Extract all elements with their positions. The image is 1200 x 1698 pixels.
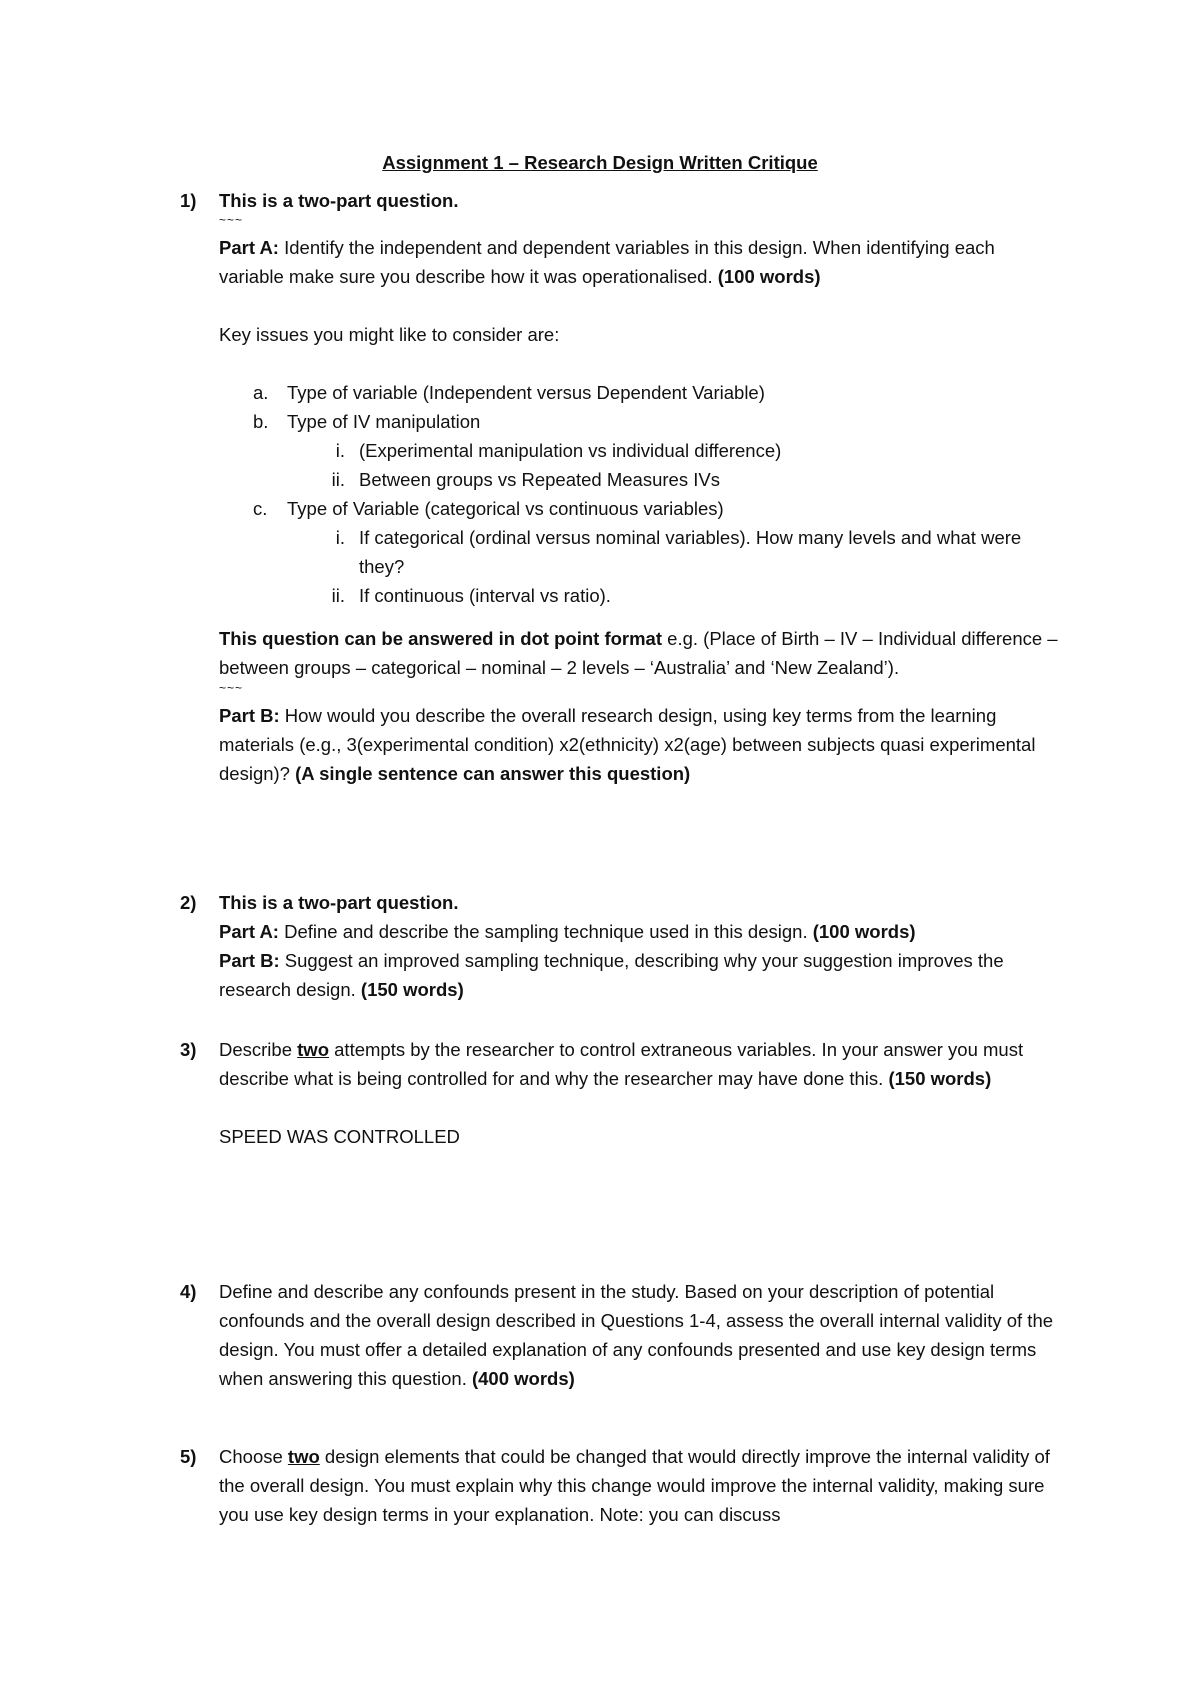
question-text: Describe two attempts by the researcher to control extraneous variables. In your answer you must describe what is being controlled for and why the researcher may have done this. (150 words)	[219, 1039, 1024, 1089]
list-item: i. If categorical (ordinal versus nominal variables). How many levels and what were they?	[335, 527, 1022, 577]
list-item: ii. Between groups vs Repeated Measures IVs	[331, 469, 720, 490]
question-3	[180, 1035, 1060, 1151]
list-item: i. (Experimental manipulation vs individual difference)	[335, 440, 782, 461]
list-item: ii. If continuous (interval vs ratio).	[331, 585, 611, 606]
question-heading: This is a two-part question.	[219, 892, 459, 913]
part-a-label: Part A:	[219, 237, 279, 258]
part-a-text: Identify the independent and dependent variables in this design. When identifying each variable make sure you describe how it was operationalised.	[219, 237, 995, 287]
question-number: 5)	[180, 1446, 197, 1467]
part-b-text: How would you describe the overall research design, using key terms from the learning materials (e.g., 3(experimental condition) x2(ethnicity) x2(age) between subjects quasi experimental design)?	[219, 705, 1036, 784]
part-a-text: Define and describe the sampling technique used in this design.	[278, 921, 813, 942]
word-count: (100 words)	[717, 266, 821, 287]
part-b-label: Part B:	[219, 705, 280, 726]
question-number: 3)	[180, 1039, 197, 1060]
consider-text: Key issues you might like to consider are:	[219, 324, 560, 345]
part-a-paragraph	[219, 917, 1060, 946]
part-a-label: Part A:	[219, 921, 279, 942]
separator-tilde: ~~~	[219, 213, 244, 227]
part-b-label: Part B:	[219, 950, 280, 971]
question-4	[180, 1277, 1060, 1393]
part-b-paragraph	[219, 701, 1060, 788]
dot-point-bold: This question can be answered in dot point format	[219, 628, 663, 649]
answer-note: SPEED WAS CONTROLLED	[219, 1126, 460, 1147]
question-1	[180, 186, 1060, 788]
question-text: Define and describe any confounds present in the study. Based on your description of potential confounds and the overall design described in Questions 1-4, assess the overall internal validity of the design. You must offer a detailed explanation of any confounds presented and use key design terms when answering this question. (400 words)	[219, 1281, 1054, 1389]
list-item: a. Type of variable (Independent versus Dependent Variable)	[253, 382, 765, 403]
question-heading: This is a two-part question.	[219, 190, 459, 211]
question-number: 1)	[180, 190, 197, 211]
part-b-text: Suggest an improved sampling technique, describing why your suggestion improves the research design.	[219, 950, 1004, 1000]
word-count: (A single sentence can answer this question)	[295, 763, 691, 784]
part-b-paragraph	[219, 946, 1060, 1004]
issue-list	[219, 378, 1060, 610]
part-a-paragraph	[219, 233, 1060, 291]
question-text: Choose two design elements that could be changed that would directly improve the internal validity of the overall design. You must explain why this change would improve the internal validity, making sure you use key design terms in your explanation. Note: you can discuss	[219, 1446, 1050, 1525]
word-count: (150 words)	[360, 979, 464, 1000]
emphasis-underlined: two	[297, 1039, 329, 1060]
question-number: 4)	[180, 1281, 197, 1302]
word-count: (150 words)	[888, 1068, 992, 1089]
separator-tilde: ~~~	[219, 681, 244, 695]
list-item: c. Type of Variable (categorical vs continuous variables)	[253, 498, 724, 519]
list-item: b. Type of IV manipulation	[253, 411, 481, 432]
dot-point-paragraph	[219, 624, 1060, 682]
word-count: (400 words)	[471, 1368, 575, 1389]
question-2	[180, 888, 1060, 1004]
page-title: Assignment 1 – Research Design Written Critique	[382, 152, 818, 173]
question-number: 2)	[180, 892, 197, 913]
dot-point-text: e.g. (Place of Birth – IV – Individual difference – between groups – categorical – nominal – 2 levels – ‘Australia’ and ‘New Zealand’).	[219, 628, 1058, 678]
question-5	[180, 1442, 1060, 1529]
emphasis-underlined: two	[287, 1446, 320, 1467]
word-count: (100 words)	[812, 921, 916, 942]
